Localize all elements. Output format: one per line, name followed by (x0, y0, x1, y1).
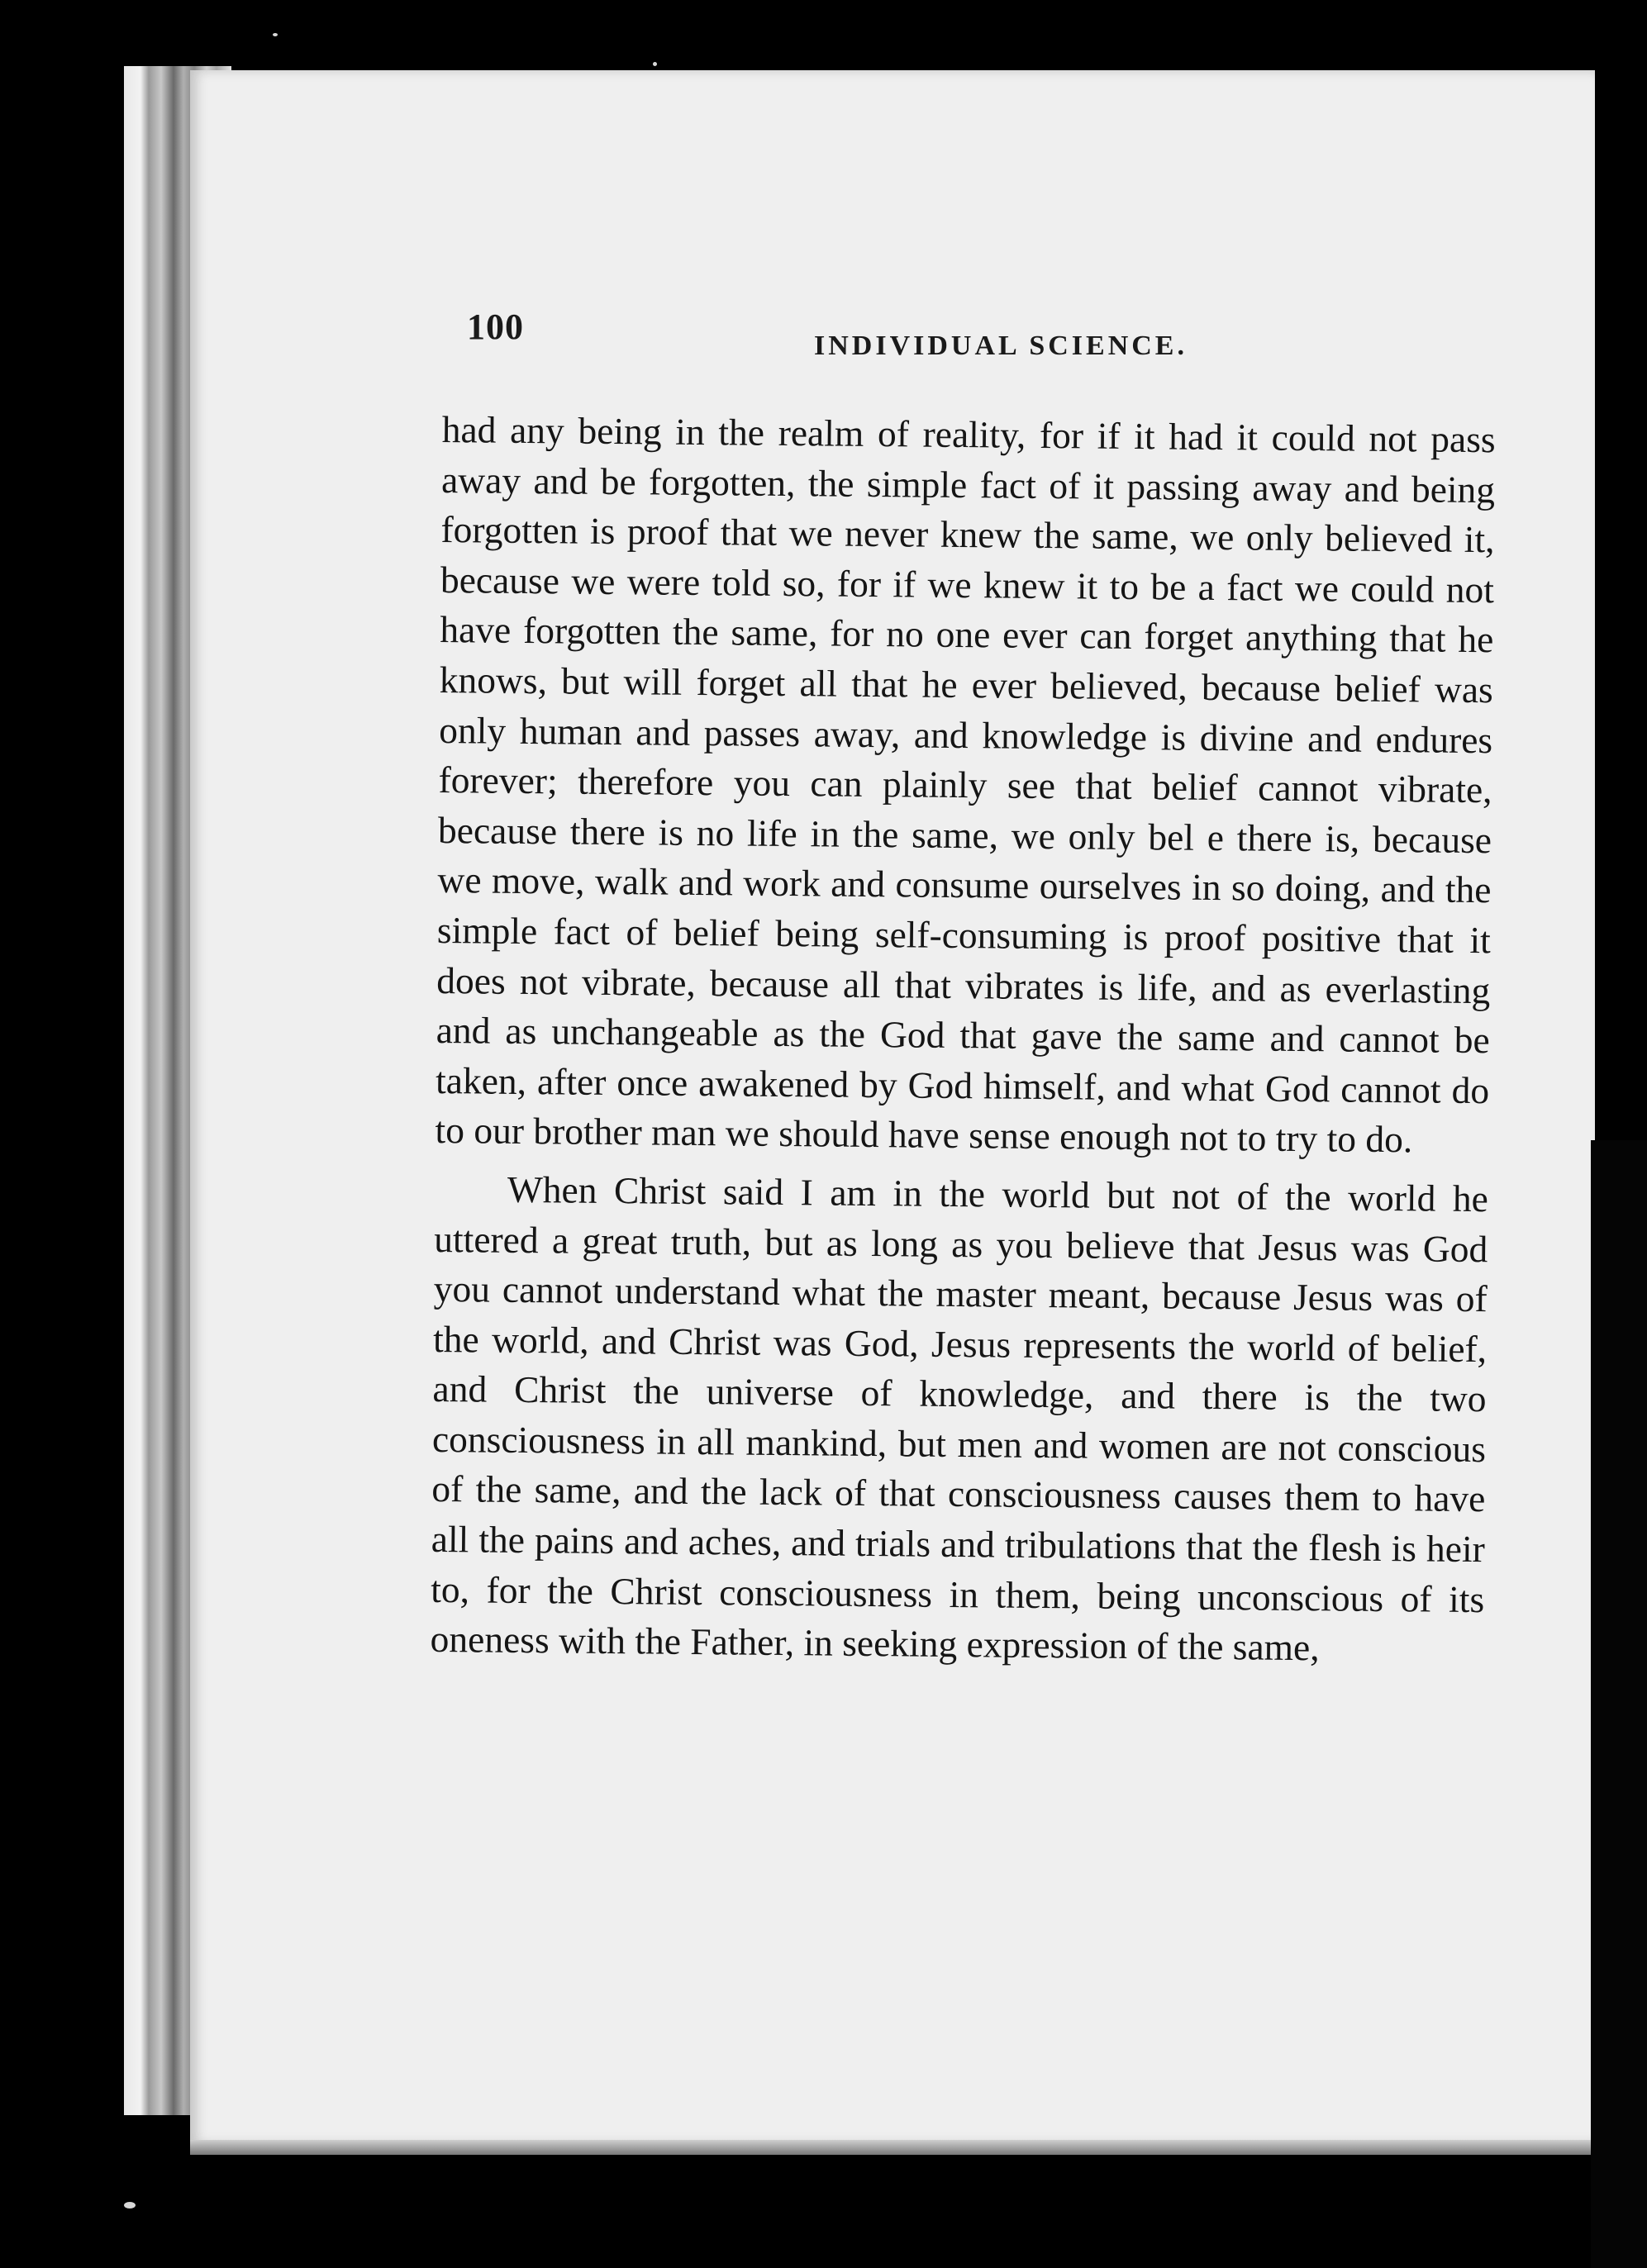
body-text (430, 405, 1496, 1675)
paragraph: When Christ said I am in the world but not of the world he uttered a great truth, but as long as you believe that Jesus was God you cannot understand what the master meant, because Jesus was of the world, and Christ was God, Jesus represents the world of belief, and Christ the universe of knowledge, and there is the two consciousness in all mankind, but men and women are not conscious of the same, and the lack of that consciousness causes them to have all the pains and aches, and trials and tribulations that the flesh is heir to, for the Christ consciousness in them, being unconscious of its oneness with the Father, in seeking expression of the same, (430, 1167, 1489, 1669)
scan-speck (653, 62, 657, 66)
page-bottom-edge (190, 2140, 1595, 2155)
running-title: INDIVIDUAL SCIENCE. (814, 330, 1188, 361)
page-number: 100 (467, 307, 524, 347)
right-shadow (1591, 1140, 1647, 2268)
paragraph: had any being in the realm of reality, for if it had it could not pass away and be forgotten, the simple fact of it passing away and being forgotten is proof that we never knew the same, we only believed it, because we were told so, for if we knew it to be a fact we could not have forgotten the same, for no one ever can forget anything that he knows, but will forget all that he ever believed, because belief was only human and passes away, and knowledge is divine and endures forever; therefore you can plainly see that belief cannot vibrate, because there is no life in the same, we only bel e there is, because we move, walk and work and consume ourselves in so doing, and the simple fact of belief being self-consuming is proof positive that it does not vibrate, because all that vibrates is life, and as everlasting and as unchangeable as the God that gave the same and cannot be taken, after once awakened by God himself, and what God cannot do to our brother man we should have sense enough not to try to do. (435, 407, 1496, 1161)
scan-speck (124, 2202, 136, 2209)
scan-speck (273, 33, 278, 36)
